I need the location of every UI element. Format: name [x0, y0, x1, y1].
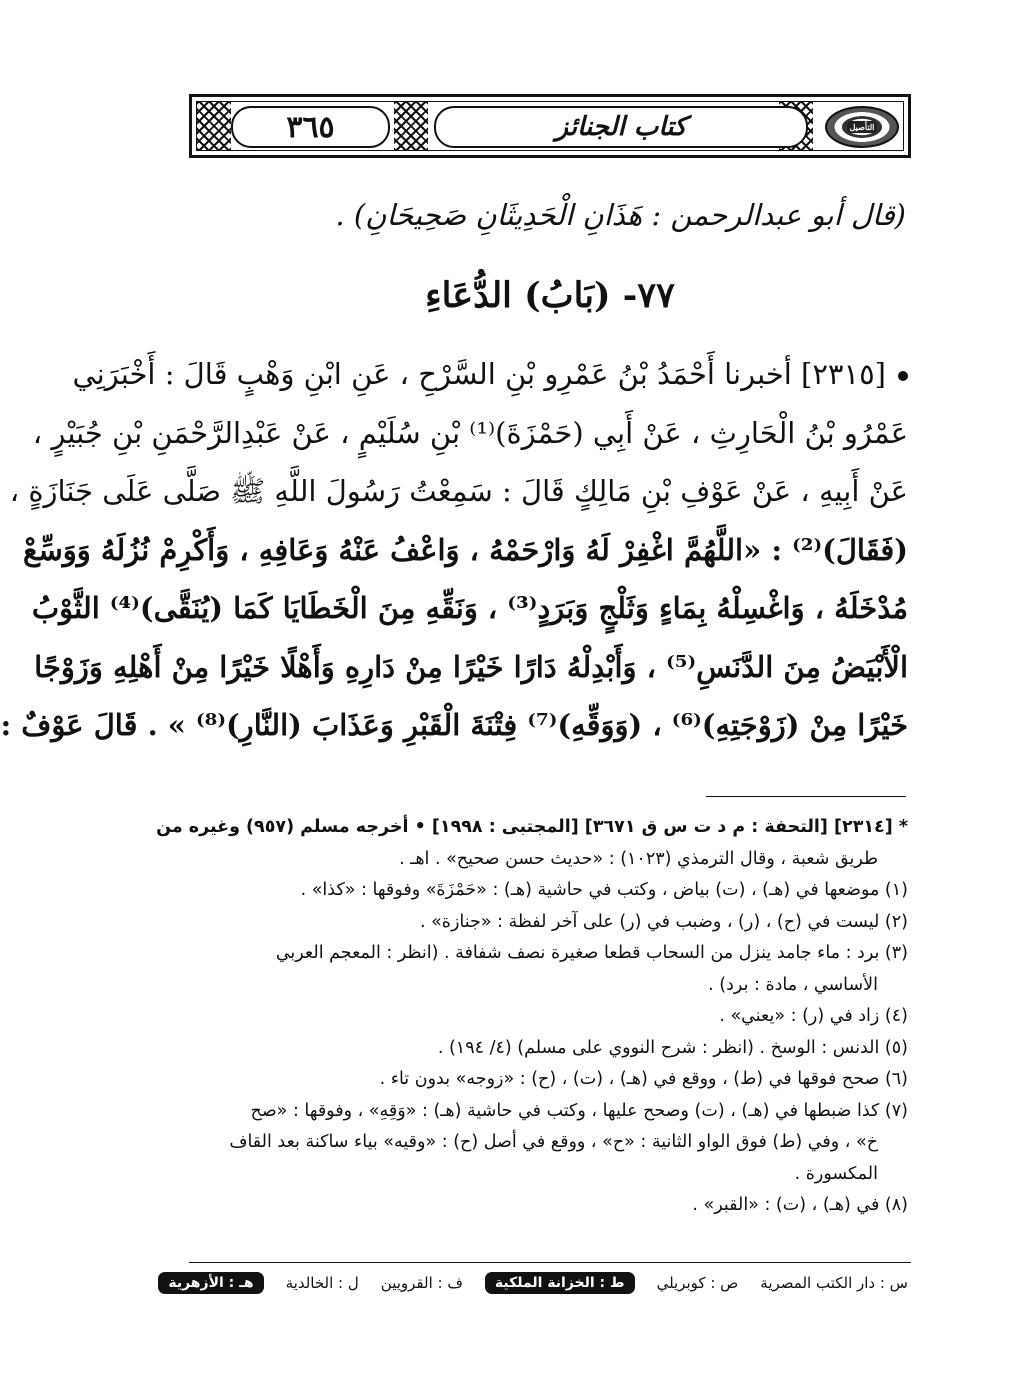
abbr-item: ف : القرويين [380, 1274, 463, 1292]
footnote-separator [706, 796, 906, 797]
footnote-line: (١) موضعها في (هـ) ، (ت) بياض ، وكتب في حاشية (هـ) : «حَمْزَةَ» وفوقها : «كذا» . [300, 880, 908, 900]
chapter-heading: ٧٧- (بَابُ) الدُّعَاءِ [425, 275, 675, 316]
manuscript-abbreviations [168, 1268, 908, 1298]
footnote-line: (٨) في (هـ) ، (ت) : «القبر» . [692, 1195, 908, 1215]
footnote-line: (٦) صحح فوقها في (ط) ، ووقع في (هـ) ، (ت) ، (ح) : «زوجه» بدون تاء . [379, 1069, 908, 1089]
hadith-line: مُدْخَلَهُ ، وَاغْسِلْهُ بِمَاءٍ وَثَلْجٍ وَبَرَدٍ⁽³⁾ ، وَنَقِّهِ مِنَ الْخَطَايَا كَمَا (يُنَقَّى)⁽⁴⁾ الثَّوْبُ [31, 591, 908, 625]
hadith-line: [٢٣١٥] أخبرنا أَحْمَدُ بْنُ عَمْرِو بْنِ السَّرْحِ ، عَنِ ابْنِ وَهْبٍ قَالَ : أَخْبَرَنِي [188, 345, 908, 404]
hadith-line: عَمْرُو بْنُ الْحَارِثِ ، عَنْ أَبِي (حَمْزَةَ)⁽¹⁾ بْنِ سُلَيْمٍ ، عَنْ عَبْدِالرَّحْمَنِ بْنِ جُبَيْرٍ ، [32, 415, 908, 450]
abbr-item-highlighted: هـ : الأزهرية [158, 1272, 263, 1294]
book-title-box [434, 106, 808, 148]
footnote-line: (٣) برد : ماء جامد ينزل من السحاب قطعا صغيرة نصف شفافة . (انظر : المعجم العربي [275, 943, 908, 963]
hadith-line: عَنْ أَبِيهِ ، عَنْ عَوْفِ بْنِ مَالِكٍ قَالَ : سَمِعْتُ رَسُولَ اللَّهِ ﷺ صَلَّى عَلَى جَنَازَةٍ ، [9, 474, 908, 508]
page-header [189, 94, 911, 158]
abbr-item: ص : كوبريلي [656, 1274, 739, 1292]
verdict-line: (قال أبو عبدالرحمن : هَذَانِ الْحَدِيثَانِ صَحِيحَانِ) . [335, 198, 906, 232]
page-number-box [231, 106, 390, 148]
footnote-line: (٢) ليست في (ح) ، (ر) ، وضبب في (ر) على آخر لفظة : «جنازة» . [419, 911, 908, 932]
footnote-line: المكسورة . [794, 1163, 878, 1184]
abbr-item: ل : الخالدية [285, 1274, 359, 1292]
footnote-line: (٤) زاد في (ر) : «يعني» . [719, 1006, 908, 1026]
footnote-line: الأساسي ، مادة : برد) . [708, 974, 878, 995]
footnote-line: طريق شعبة ، وقال الترمذي (١٠٢٣) : «حديث حسن صحيح» . اهـ . [399, 848, 878, 869]
footnote-line: خ» ، وفي (ط) فوق الواو الثانية : «ح» ، ووقع في أصل (ح) : «وقيه» بياء ساكنة بعد القاف [229, 1132, 878, 1152]
hadith-line: الْأَبْيَضُ مِنَ الدَّنَسِ⁽⁵⁾ ، وَأَبْدِلْهُ دَارًا خَيْرًا مِنْ دَارِهِ وَأَهْلًا خَيْرًا مِنْ أَهْلِهِ وَزَوْجًا [34, 649, 908, 684]
hadith-line: (فَقَالَ)⁽²⁾ : «اللَّهُمَّ اغْفِرْ لَهُ وَارْحَمْهُ ، وَاعْفُ عَنْهُ وَعَافِهِ ، وَأَكْرِمْ نُزُلَهُ وَوَسِّعْ [23, 532, 908, 567]
bullet-icon [898, 371, 908, 381]
ornament-middle [394, 102, 428, 150]
footnote-line: * [٢٣١٤] [التحفة : م د ت س ق ٣٦٧١] [المجتبى : ١٩٩٨] • أخرجه مسلم (٩٥٧) وغيره من [156, 817, 908, 837]
footnotes [156, 812, 908, 1222]
logo-text: التأصيل [847, 121, 878, 133]
footnote-line: (٧) كذا ضبطها في (هـ) ، (ت) وصحح عليها ، وكتب في حاشية (هـ) : «وَقِهِ» ، وفوقها : «صح [250, 1100, 908, 1121]
abbr-item-highlighted: ط : الخزانة الملكية [485, 1272, 635, 1294]
abbr-item: س : دار الكتب المصرية [760, 1274, 908, 1292]
publisher-logo [825, 106, 899, 148]
abbreviations-rule [189, 1262, 911, 1263]
hadith-line: خَيْرًا مِنْ (زَوْجَتِهِ)⁽⁶⁾ ، (وَوَقِّهِ)⁽⁷⁾ فِتْنَةَ الْقَبْرِ وَعَذَابَ (النَّارِ)⁽⁸⁾ » . قَالَ عَوْفٌ : [0, 708, 908, 742]
page-number: ٣٦٥ [286, 109, 335, 145]
footnote-line: (٥) الدنس : الوسخ . (انظر : شرح النووي على مسلم) (٤/ ١٩٤) . [437, 1037, 908, 1058]
ornament-left [197, 102, 231, 150]
book-title: كتاب الجنائز [555, 112, 687, 142]
hadith-text [0, 345, 908, 755]
